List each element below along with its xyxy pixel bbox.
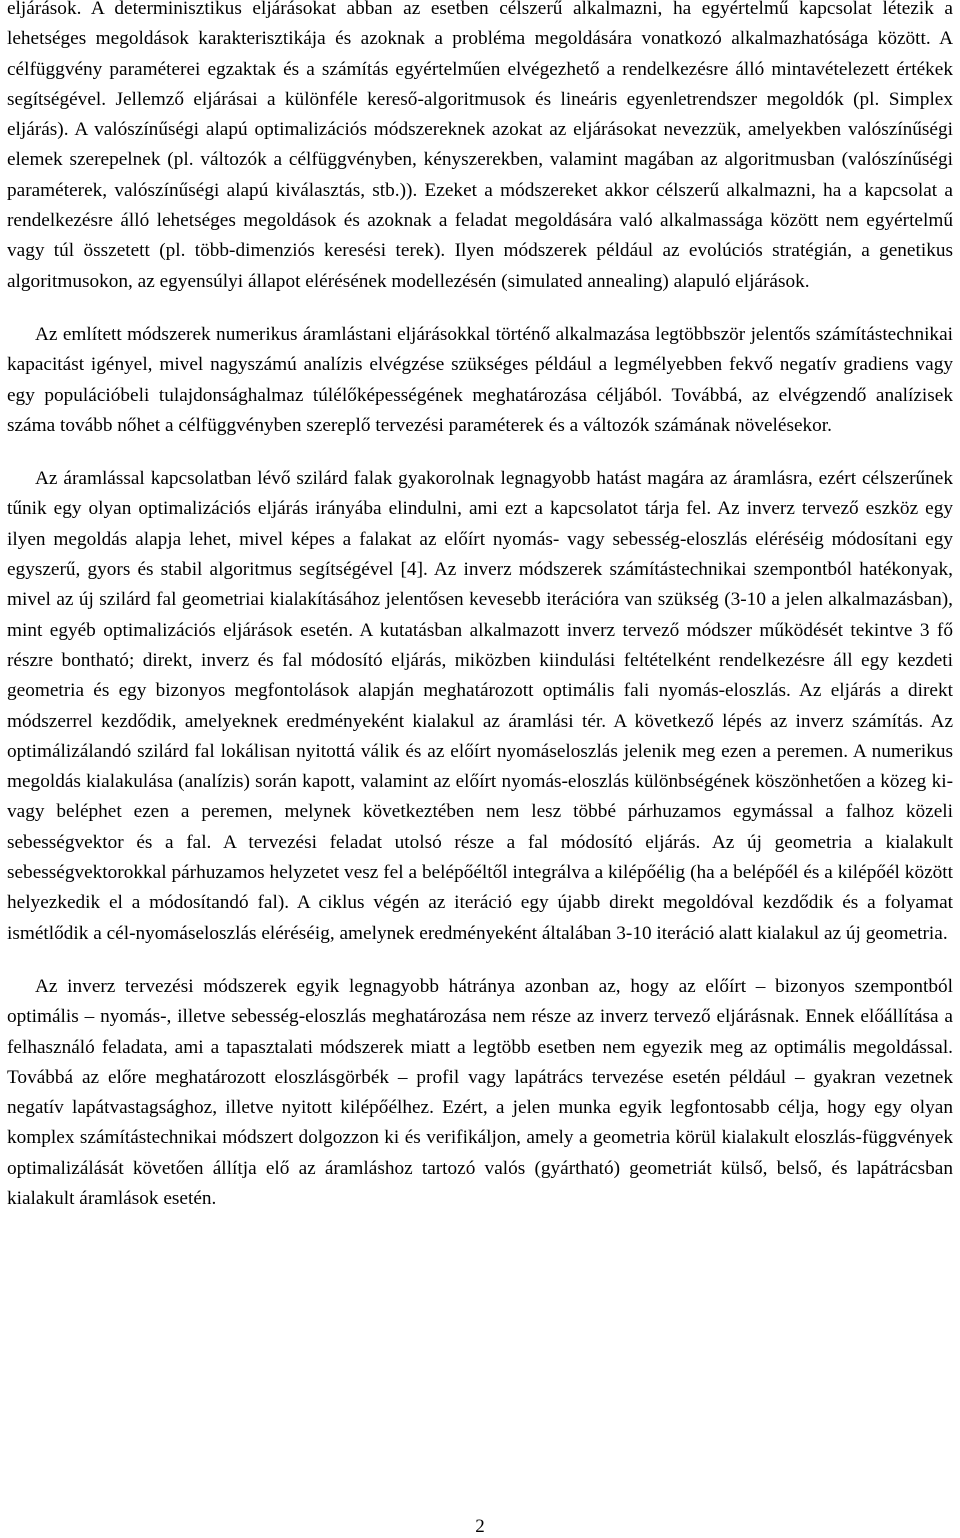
paragraph-inverse-design: Az áramlással kapcsolatban lévő szilárd falak gyakorolnak legnagyobb hatást magára az áramlásra, ezért célszerűnek tűnik egy olyan optimalizációs eljárás irányába elindulni, ami ezt a kapcsolatot tárja fel. Az inverz tervező eszköz egy ilyen megoldás alapja lehet, mivel képes a falakat az előírt nyomás- vagy sebesség-eloszlás eléréséig módosítani egy egyszerű, gyors és stabil algoritmus segítségével [4]. Az inverz módszerek számítástechnikai szempontból hatékonyak, mivel az új szilárd fal geometriai kialakításához jelentősen kevesebb iterációra van szükség (3-10 a jelen alkalmazásban), mint egyéb optimalizációs eljárások esetén. A kutatásban alkalmazott inverz tervező módszer működését tekintve 3 fő részre bontható; direkt, inverz és fal módosító eljárás, miközben kiindulási feltételként rendelkezésre áll egy kezdeti geometria és egy bizonyos megfontolások alapján meghatározott optimális fali nyomás-eloszlás. Az eljárás a direkt módszerrel kezdődik, amelyeknek eredményeként kialakul az áramlási tér. A következő lépés az inverz számítás. Az optimálizálandó szilárd fal lokálisan nyitottá válik és az előírt nyomáseloszlás jelenik meg ezen a peremen. A numerikus megoldás kialakulása (analízis) során kapott, valamint az előírt nyomás-eloszlás különbségének köszönhetően a közeg ki- vagy beléphet ezen a peremen, melynek következtében nem lesz többé párhuzamos egymással a falhoz közeli sebességvektor és a fal. A tervezési feladat utolsó része a fal módosító eljárás. Az új geometria a kialakult sebességvektorokkal párhuzamos helyzetet vesz fel a belépőéltől integrálva a kilépőélig (ha a belépőél és a kilépőél között helyezkedik el a módosítandó fal). A ciklus végén az iteráció egy újabb direkt megoldóval kezdődik és a folyamat ismétlődik a cél-nyomáseloszlás eléréséig, amelynek eredményeként általában 3-10 iteráció alatt kialakul az új geometria. bbox=[7, 468, 953, 944]
paragraph-continuation: eljárások. A determinisztikus eljárásokat abban az esetben célszerű alkalmazni, ha egyértelmű kapcsolat létezik a lehetséges megoldások karakterisztikája és azoknak a probléma megoldására vonatkozó alkalmazhatósága között. A célfüggvény paraméterei egzaktak és a számítás egyértelműen elvégezhető a rendelkezésre álló mintavételezett értékek segítségével. Jellemző eljárásai a különféle kereső-algoritmusok és lineáris egyenletrendszer megoldók (pl. Simplex eljárás). A valószínűségi alapú optimalizációs módszereknek azokat az eljárásokat nevezzük, amelyekben valószínűségi elemek szerepelnek (pl. változók a célfüggvényben, kényszerekben, valamint magában az algoritmusban (valószínűségi paraméterek, valószínűségi alapú kiválasztás, stb.)). Ezeket a módszereket akkor célszerű alkalmazni, ha a kapcsolat a rendelkezésre álló lehetséges megoldások és azoknak a feladat megoldására való alkalmassága között nem egyértelmű vagy túl összetett (pl. több-dimenziós keresési terek). Ilyen módszerek például az evolúciós stratégián, a genetikus algoritmusokon, az egyensúlyi állapot elérésének modellezésén (simulated annealing) alapuló eljárások. bbox=[7, 0, 953, 292]
paragraph-drawbacks: Az inverz tervezési módszerek egyik legnagyobb hátránya azonban az, hogy az előírt – bizonyos szempontból optimális – nyomás-, illetve sebesség-eloszlás meghatározása nem része az inverz tervező eljárásnak. Ennek előállítása a felhasználó feladata, ami a tapasztalati módszerek miatt a legtöbb esetben nem egyezik meg az optimális megoldással. Továbbá az előre meghatározott eloszlásgörbék – profil vagy lapátrács tervezése esetén például – gyakran vezetnek negatív lapátvastagsághoz, illetve nyitott kilépőélhez. Ezért, a jelen munka egyik legfontosabb célja, hogy egy olyan komplex számítástechnikai módszert dolgozzon ki és verifikáljon, amely a geometria körül kialakult eloszlás-függvények optimalizálását követően állítja elő az áramláshoz tartozó valós (gyártható) geometriát külső, belső, és lapátrácsban kialakult áramlások esetén. bbox=[7, 975, 953, 1209]
document-page bbox=[7, 0, 953, 1214]
page-number: 2 bbox=[475, 1516, 485, 1537]
paragraph-numerical-cost: Az említett módszerek numerikus áramlástani eljárásokkal történő alkalmazása legtöbbször jelentős számítástechnikai kapacitást igényel, mivel nagyszámú analízis elvégzése szükséges például a legmélyebben fekvő negatív gradiens vagy egy populációbeli tulajdonsághalmaz túlélőképességének meghatározása céljából. Továbbá, az elvégzendő analízisek száma tovább nőhet a célfüggvényben szereplő tervezési paraméterek és a változók számának növelésekor. bbox=[7, 323, 953, 436]
